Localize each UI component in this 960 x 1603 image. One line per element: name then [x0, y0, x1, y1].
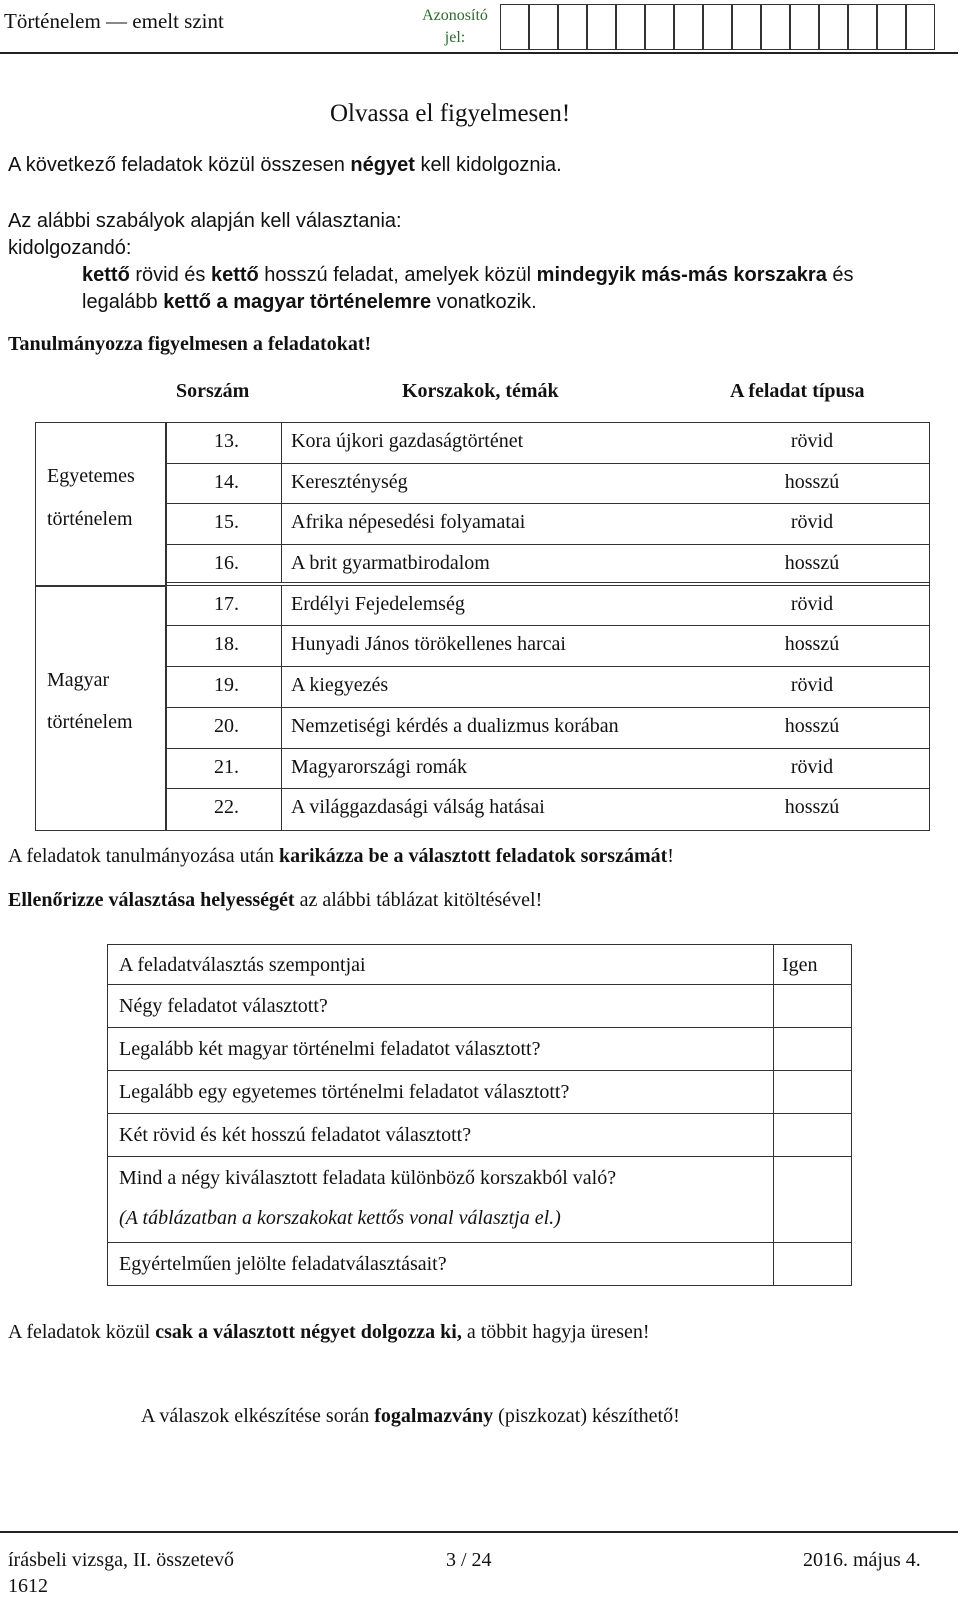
topic-row — [167, 708, 929, 749]
topic-row — [167, 464, 929, 505]
rule-line-1: kettő rövid és kettő hosszú feladat, amelyek közül mindegyik más-más korszakra és — [82, 264, 854, 286]
study-instruction: Tanulmányozza figyelmesen a feladatokat! — [8, 333, 372, 355]
id-label-line1: Azonosító — [422, 7, 488, 24]
topic-number[interactable]: 22. — [167, 789, 282, 830]
topic-title: Kereszténység — [291, 470, 408, 493]
topic-row — [167, 749, 929, 790]
topic-number[interactable]: 14. — [167, 464, 282, 504]
topic-number[interactable]: 19. — [167, 667, 282, 707]
category-universal-line1: Egyetemes — [47, 465, 135, 487]
id-code-box[interactable] — [906, 4, 935, 50]
topic-type: rövid — [790, 755, 834, 778]
footer-left: írásbeli vizsga, II. összetevő — [8, 1549, 235, 1571]
topic-title: A világgazdasági válság hatásai — [291, 796, 545, 819]
topic-type: hosszú — [784, 714, 840, 737]
id-code-box[interactable] — [500, 4, 529, 50]
check-row-text: Két rövid és két hosszú feladatot választott? — [119, 1124, 472, 1146]
check-row — [108, 1114, 851, 1157]
topic-type: hosszú — [784, 796, 840, 819]
topic-row — [167, 789, 929, 830]
topic-type: rövid — [790, 674, 834, 697]
check-row-note: (A táblázatban a korszakokat kettős vonal választja el.) — [119, 1207, 561, 1229]
id-code-box[interactable] — [819, 4, 848, 50]
topic-type: hosszú — [784, 552, 840, 575]
check-answer-cell[interactable] — [773, 1028, 851, 1070]
check-answer-cell[interactable] — [773, 1114, 851, 1156]
id-code-box[interactable] — [674, 4, 703, 50]
topic-type: hosszú — [784, 470, 840, 493]
topic-type: rövid — [790, 430, 834, 452]
category-hungarian-line1: Magyar — [47, 669, 110, 691]
rules-label: kidolgozandó: — [8, 237, 132, 259]
check-answer-cell[interactable] — [773, 985, 851, 1027]
check-row-text: Legalább két magyar történelmi feladatot választott? — [119, 1038, 541, 1060]
topic-row — [167, 504, 929, 545]
check-header-label: A feladatválasztás szempontjai — [119, 954, 366, 976]
id-code-box[interactable] — [558, 4, 587, 50]
check-header-answer: Igen — [773, 945, 851, 984]
topic-title: Nemzetiségi kérdés a dualizmus korában — [291, 714, 619, 737]
topic-title: Kora újkori gazdaságtörténet — [291, 430, 524, 452]
id-label — [414, 5, 496, 49]
topic-number[interactable]: 21. — [167, 749, 282, 789]
closing-line1: A feladatok közül csak a választott négyet dolgozza ki, a többit hagyja üresen! — [8, 1321, 650, 1343]
id-label-line2: jel: — [444, 29, 466, 46]
topic-number[interactable]: 18. — [167, 626, 282, 666]
topic-type: rövid — [790, 511, 834, 534]
id-code-box[interactable] — [877, 4, 906, 50]
rules-intro: Az alábbi szabályok alapján kell választania: — [8, 210, 402, 232]
topic-number[interactable]: 17. — [167, 586, 282, 626]
id-code-box[interactable] — [703, 4, 732, 50]
topic-title: Hunyadi János törökellenes harcai — [291, 633, 566, 656]
check-row-text: Egyértelműen jelölte feladatválasztásait? — [119, 1253, 447, 1275]
topic-number[interactable]: 20. — [167, 708, 282, 748]
topic-row — [167, 545, 929, 586]
footer-date: 2016. május 4. — [803, 1549, 921, 1571]
circle-instruction: A feladatok tanulmányozása után karikázza be a választott feladatok sorszámát! — [8, 845, 674, 867]
topic-number[interactable]: 16. — [167, 545, 282, 582]
check-answer-cell[interactable] — [773, 1071, 851, 1113]
check-row — [108, 1028, 851, 1071]
topic-row — [167, 423, 929, 464]
topic-row — [167, 626, 929, 667]
col-header-type: A feladat típusa — [730, 380, 865, 402]
id-code-box[interactable] — [732, 4, 761, 50]
id-code-box[interactable] — [529, 4, 558, 50]
check-row — [108, 1157, 851, 1243]
category-hungarian-history — [35, 586, 166, 831]
check-table — [107, 944, 852, 1286]
check-table-header — [108, 945, 851, 985]
check-row-text: Legalább egy egyetemes történelmi feladatot választott? — [119, 1081, 570, 1103]
check-row — [108, 985, 851, 1028]
instructions-line1: A következő feladatok közül összesen négyet kell kidolgoznia. — [8, 154, 562, 176]
id-code-box[interactable] — [616, 4, 645, 50]
footer-page: 3 / 24 — [446, 1549, 492, 1571]
topic-row — [167, 667, 929, 708]
rule-line-2: legalább kettő a magyar történelemre vonatkozik. — [82, 291, 537, 313]
topic-number[interactable]: 15. — [167, 504, 282, 544]
closing-line2: A válaszok elkészítése során fogalmazvány (piszkozat) készíthető! — [141, 1405, 680, 1427]
check-answer-cell[interactable] — [773, 1157, 851, 1242]
category-universal-line2: történelem — [47, 508, 133, 530]
topic-number[interactable]: 13. — [167, 423, 282, 463]
id-code-box[interactable] — [848, 4, 877, 50]
id-code-box[interactable] — [790, 4, 819, 50]
id-code-box[interactable] — [587, 4, 616, 50]
topic-title: Afrika népesedési folyamatai — [291, 511, 526, 534]
check-row-text: Négy feladatot választott? — [119, 995, 328, 1017]
col-header-topic: Korszakok, témák — [402, 380, 559, 402]
col-header-number: Sorszám — [176, 380, 250, 402]
id-code-box[interactable] — [761, 4, 790, 50]
check-row — [108, 1243, 851, 1285]
header-rule — [0, 52, 958, 54]
footer-code: 1612 — [8, 1575, 48, 1597]
topics-table — [166, 422, 930, 831]
topic-type: hosszú — [784, 633, 840, 656]
category-hungarian-line2: történelem — [47, 711, 133, 733]
topic-title: Erdélyi Fejedelemség — [291, 592, 465, 615]
check-row — [108, 1071, 851, 1114]
topic-row — [167, 586, 929, 627]
topic-title: A brit gyarmatbirodalom — [291, 552, 490, 575]
topic-type: rövid — [790, 592, 834, 615]
footer-rule — [0, 1531, 958, 1533]
instructions-heading: Olvassa el figyelmesen! — [330, 100, 571, 127]
topic-title: Magyarországi romák — [291, 755, 468, 778]
id-code-box[interactable] — [645, 4, 674, 50]
topic-title: A kiegyezés — [291, 674, 389, 697]
category-universal-history — [35, 422, 166, 586]
check-row-text: Mind a négy kiválasztott feladata különböző korszakból való? — [119, 1167, 617, 1189]
header-subject: Történelem — emelt szint — [4, 9, 224, 33]
check-instruction: Ellenőrizze választása helyességét az alábbi táblázat kitöltésével! — [8, 889, 543, 911]
check-answer-cell[interactable] — [773, 1243, 851, 1285]
